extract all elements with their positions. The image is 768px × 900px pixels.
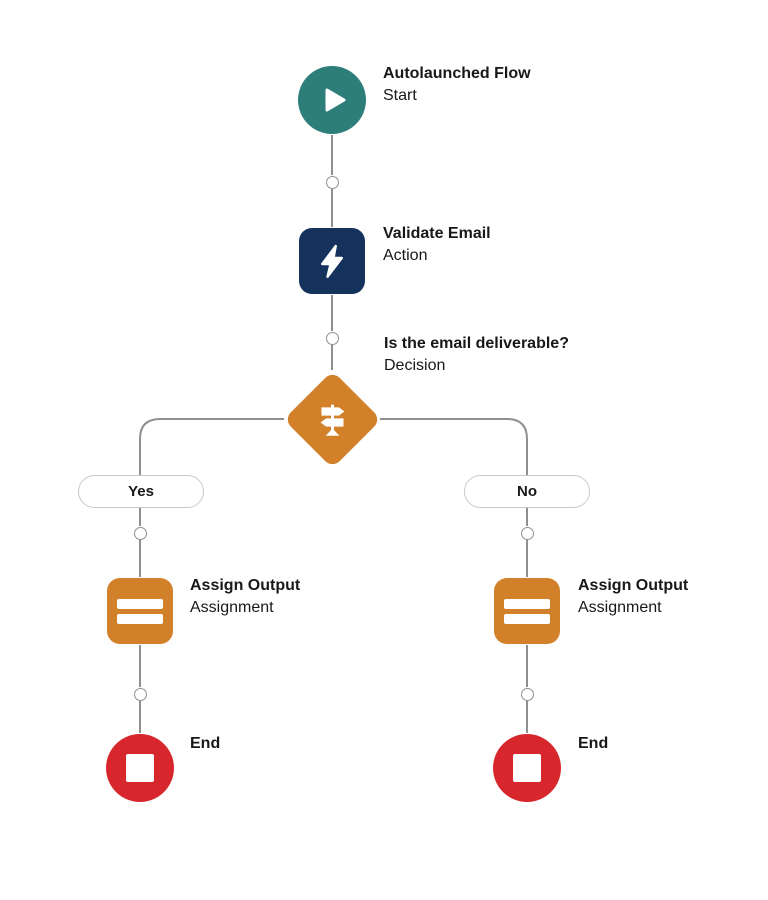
start-node-label <box>383 63 531 107</box>
add-node-button[interactable] <box>326 332 339 345</box>
add-node-button[interactable] <box>326 176 339 189</box>
signpost-icon <box>310 397 354 441</box>
stop-icon <box>513 754 541 782</box>
outcome-pill-no <box>464 475 590 508</box>
start-node-title: Autolaunched Flow <box>383 65 531 82</box>
equals-icon <box>117 599 163 624</box>
decision-node-title: Is the email deliverable? <box>384 335 569 352</box>
action-node[interactable] <box>299 228 365 294</box>
action-node-title: Validate Email <box>383 225 491 242</box>
assignment-node-left-label <box>190 575 300 619</box>
add-node-button[interactable] <box>521 527 534 540</box>
action-node-label <box>383 223 491 267</box>
end-node-right[interactable] <box>493 734 561 802</box>
assignment-node-right-label <box>578 575 688 619</box>
add-node-button[interactable] <box>521 688 534 701</box>
assignment-node-left-subtitle: Assignment <box>190 599 274 616</box>
start-node-subtitle: Start <box>383 87 417 104</box>
action-node-subtitle: Action <box>383 247 428 264</box>
lightning-icon <box>314 243 350 279</box>
assignment-node-left[interactable] <box>107 578 173 644</box>
add-node-button[interactable] <box>134 527 147 540</box>
end-node-left-label <box>190 733 220 755</box>
outcome-pill-no-label: No <box>517 483 537 500</box>
stop-icon <box>126 754 154 782</box>
end-node-left[interactable] <box>106 734 174 802</box>
end-node-left-title: End <box>190 735 221 752</box>
assignment-node-right-title: Assign Output <box>578 577 689 594</box>
assignment-node-right-subtitle: Assignment <box>578 599 662 616</box>
assignment-node-left-title: Assign Output <box>190 577 301 594</box>
equals-icon <box>504 599 550 624</box>
start-node[interactable] <box>298 66 366 134</box>
assignment-node-right[interactable] <box>494 578 560 644</box>
end-node-right-title: End <box>578 735 609 752</box>
connector-branch-no <box>380 419 527 733</box>
outcome-pill-yes-label: Yes <box>128 483 154 500</box>
add-node-button[interactable] <box>134 688 147 701</box>
play-icon <box>316 84 348 116</box>
decision-node-subtitle: Decision <box>384 357 446 374</box>
end-node-right-label <box>578 733 608 755</box>
decision-node-label <box>384 333 569 377</box>
outcome-pill-yes <box>78 475 204 508</box>
